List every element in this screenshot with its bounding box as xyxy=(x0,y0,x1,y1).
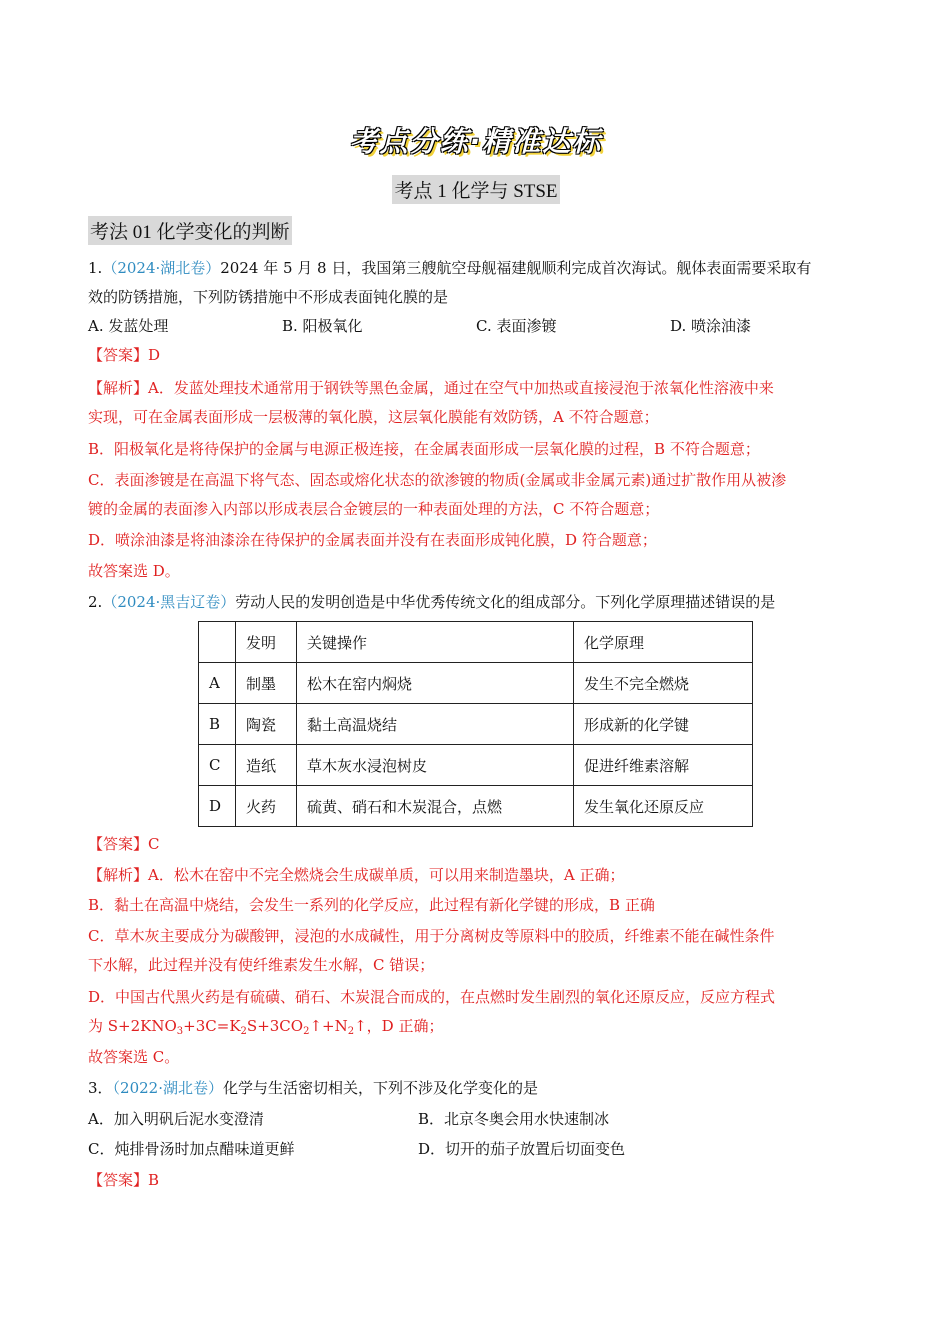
q2-analysis-line-4: 下水解，此过程并没有使纤维素发生水解，C 错误； xyxy=(88,956,435,974)
q1-analysis-line-6: D．喷涂油漆是将油漆涂在待保护的金属表面并没有在表面形成钝化膜，D 符合题意； xyxy=(88,531,657,549)
q3-option-c: C．炖排骨汤时加点醋味道更鲜 xyxy=(88,1140,295,1158)
table-cell: A xyxy=(199,663,236,704)
table-cell: 火药 xyxy=(236,786,297,827)
q3-number: 3． xyxy=(88,1079,113,1097)
table-cell: 促进纤维素溶解 xyxy=(574,745,753,786)
q1-analysis-line-1: 【解析】A．发蓝处理技术通常用于钢铁等黑色金属，通过在空气中加热或直接浸泡于浓氧化性溶液中来 xyxy=(88,379,774,397)
q1-number: 1. xyxy=(88,259,103,277)
q2-source: （2024·黑吉辽卷） xyxy=(102,593,236,611)
q1-option-d: D. 喷涂油漆 xyxy=(670,317,752,335)
q1-option-a: A. 发蓝处理 xyxy=(88,317,169,335)
table-cell: D xyxy=(199,786,236,827)
q2-analysis-line-5: D．中国古代黑火药是有硫磺、硝石、木炭混合而成的，在点燃时发生剧烈的氧化还原反应，反应方程式 xyxy=(88,988,776,1006)
q1-stem-line-2: 效的防锈措施，下列防锈措施中不形成表面钝化膜的是 xyxy=(88,288,449,306)
q2-answer-label: 【答案】 xyxy=(88,835,149,853)
q1-option-c: C. 表面渗镀 xyxy=(476,317,557,335)
table-cell: 形成新的化学键 xyxy=(574,704,753,745)
table-cell: 陶瓷 xyxy=(236,704,297,745)
q1-answer xyxy=(88,345,864,365)
table-cell: 制墨 xyxy=(236,663,297,704)
table-cell: 松木在窑内焖烧 xyxy=(297,663,574,704)
table-row xyxy=(199,663,753,704)
q2-analysis-line-2: B．黏土在高温中烧结，会发生一系列的化学反应，此过程有新化学键的形成，B 正确 xyxy=(88,896,655,914)
q2-number: 2. xyxy=(88,593,103,611)
table-cell: 发生氧化还原反应 xyxy=(574,786,753,827)
q3-option-a: A．加入明矾后泥水变澄清 xyxy=(88,1110,264,1128)
q3-stem-line xyxy=(88,1078,864,1098)
table-cell: 造纸 xyxy=(236,745,297,786)
q2-stem-line xyxy=(88,592,864,612)
q2-analysis-line-1: 【解析】A．松木在窑中不完全燃烧会生成碳单质，可以用来制造墨块，A 正确； xyxy=(88,866,625,884)
q1-analysis-line-2: 实现，可在金属表面形成一层极薄的氧化膜，这层氧化膜能有效防锈，A 不符合题意； xyxy=(88,408,659,426)
q1-answer-label: 【答案】 xyxy=(88,346,149,364)
q1-source: （2024·湖北卷） xyxy=(102,259,221,277)
section-heading-wrap xyxy=(88,175,864,204)
table-header-cell: 发明 xyxy=(236,622,297,663)
q1-option-b: B. 阳极氧化 xyxy=(282,317,363,335)
table-row xyxy=(199,704,753,745)
table-cell: B xyxy=(199,704,236,745)
q3-answer-label: 【答案】 xyxy=(88,1171,149,1189)
q2-equation-line: 为 $S+2KNO_3+3C=K_2S+3CO_2↑+N_2↑$，D 正确； xyxy=(88,1017,444,1037)
q2-analysis-line-3: C．草木灰主要成分为碳酸钾，浸泡的水成碱性，用于分离树皮等原料中的胶质，纤维素不能在碱性条件 xyxy=(88,927,775,945)
table-cell: 发生不完全燃烧 xyxy=(574,663,753,704)
table-header-cell: 化学原理 xyxy=(574,622,753,663)
q3-answer-value: B xyxy=(148,1171,160,1189)
table-cell: 黏土高温烧结 xyxy=(297,704,574,745)
table-cell: C xyxy=(199,745,236,786)
q3-stem: 化学与生活密切相关，下列不涉及化学变化的是 xyxy=(223,1079,539,1097)
q2-answer-value: C xyxy=(148,835,160,853)
table-header-cell xyxy=(199,622,236,663)
q1-stem-line-1 xyxy=(88,258,864,278)
q3-source: （2022·湖北卷） xyxy=(112,1079,223,1097)
q1-analysis-label: 【解析】 xyxy=(88,379,149,397)
q1-analysis-line-4: C．表面渗镀是在高温下将气态、固态或熔化状态的欲渗镀的物质(金属或非金属元素)通过扩散作用从被渗 xyxy=(88,471,787,489)
table-header-row xyxy=(199,622,753,663)
q2-conclusion: 故答案选 C。 xyxy=(88,1048,180,1066)
table-header-cell: 关键操作 xyxy=(297,622,574,663)
section-heading: 考点 1 化学与 STSE xyxy=(392,175,559,204)
q1-analysis-line-5: 镀的金属的表面渗入内部以形成表层合金镀层的一种表面处理的方法，C 不符合题意； xyxy=(88,500,660,518)
q1-answer-value: D xyxy=(148,346,161,364)
q1-analysis-line-3: B．阳极氧化是将待保护的金属与电源正极连接，在金属表面形成一层氧化膜的过程，B 不符合题意； xyxy=(88,440,760,458)
q3-option-b: B．北京冬奥会用水快速制冰 xyxy=(418,1110,610,1128)
q2-answer xyxy=(88,834,864,854)
table-row xyxy=(199,745,753,786)
table-cell: 草木灰水浸泡树皮 xyxy=(297,745,574,786)
q3-answer xyxy=(88,1170,864,1190)
table-cell: 硫黄、硝石和木炭混合，点燃 xyxy=(297,786,574,827)
banner-title: 考点分练·精准达标 xyxy=(349,125,603,158)
q1-stem-1: 2024 年 5 月 8 日，我国第三艘航空母舰福建舰顺利完成首次海试。舰体表面需要采取有 xyxy=(220,259,812,277)
q2-table xyxy=(198,621,753,827)
q2-analysis-label: 【解析】 xyxy=(88,866,149,884)
subsection-heading: 考法 01 化学变化的判断 xyxy=(88,216,292,245)
q1-conclusion: 故答案选 D。 xyxy=(88,562,180,580)
q2-stem: 劳动人民的发明创造是中华优秀传统文化的组成部分。下列化学原理描述错误的是 xyxy=(235,593,776,611)
q3-option-d: D．切开的茄子放置后切面变色 xyxy=(418,1140,626,1158)
table-row xyxy=(199,786,753,827)
